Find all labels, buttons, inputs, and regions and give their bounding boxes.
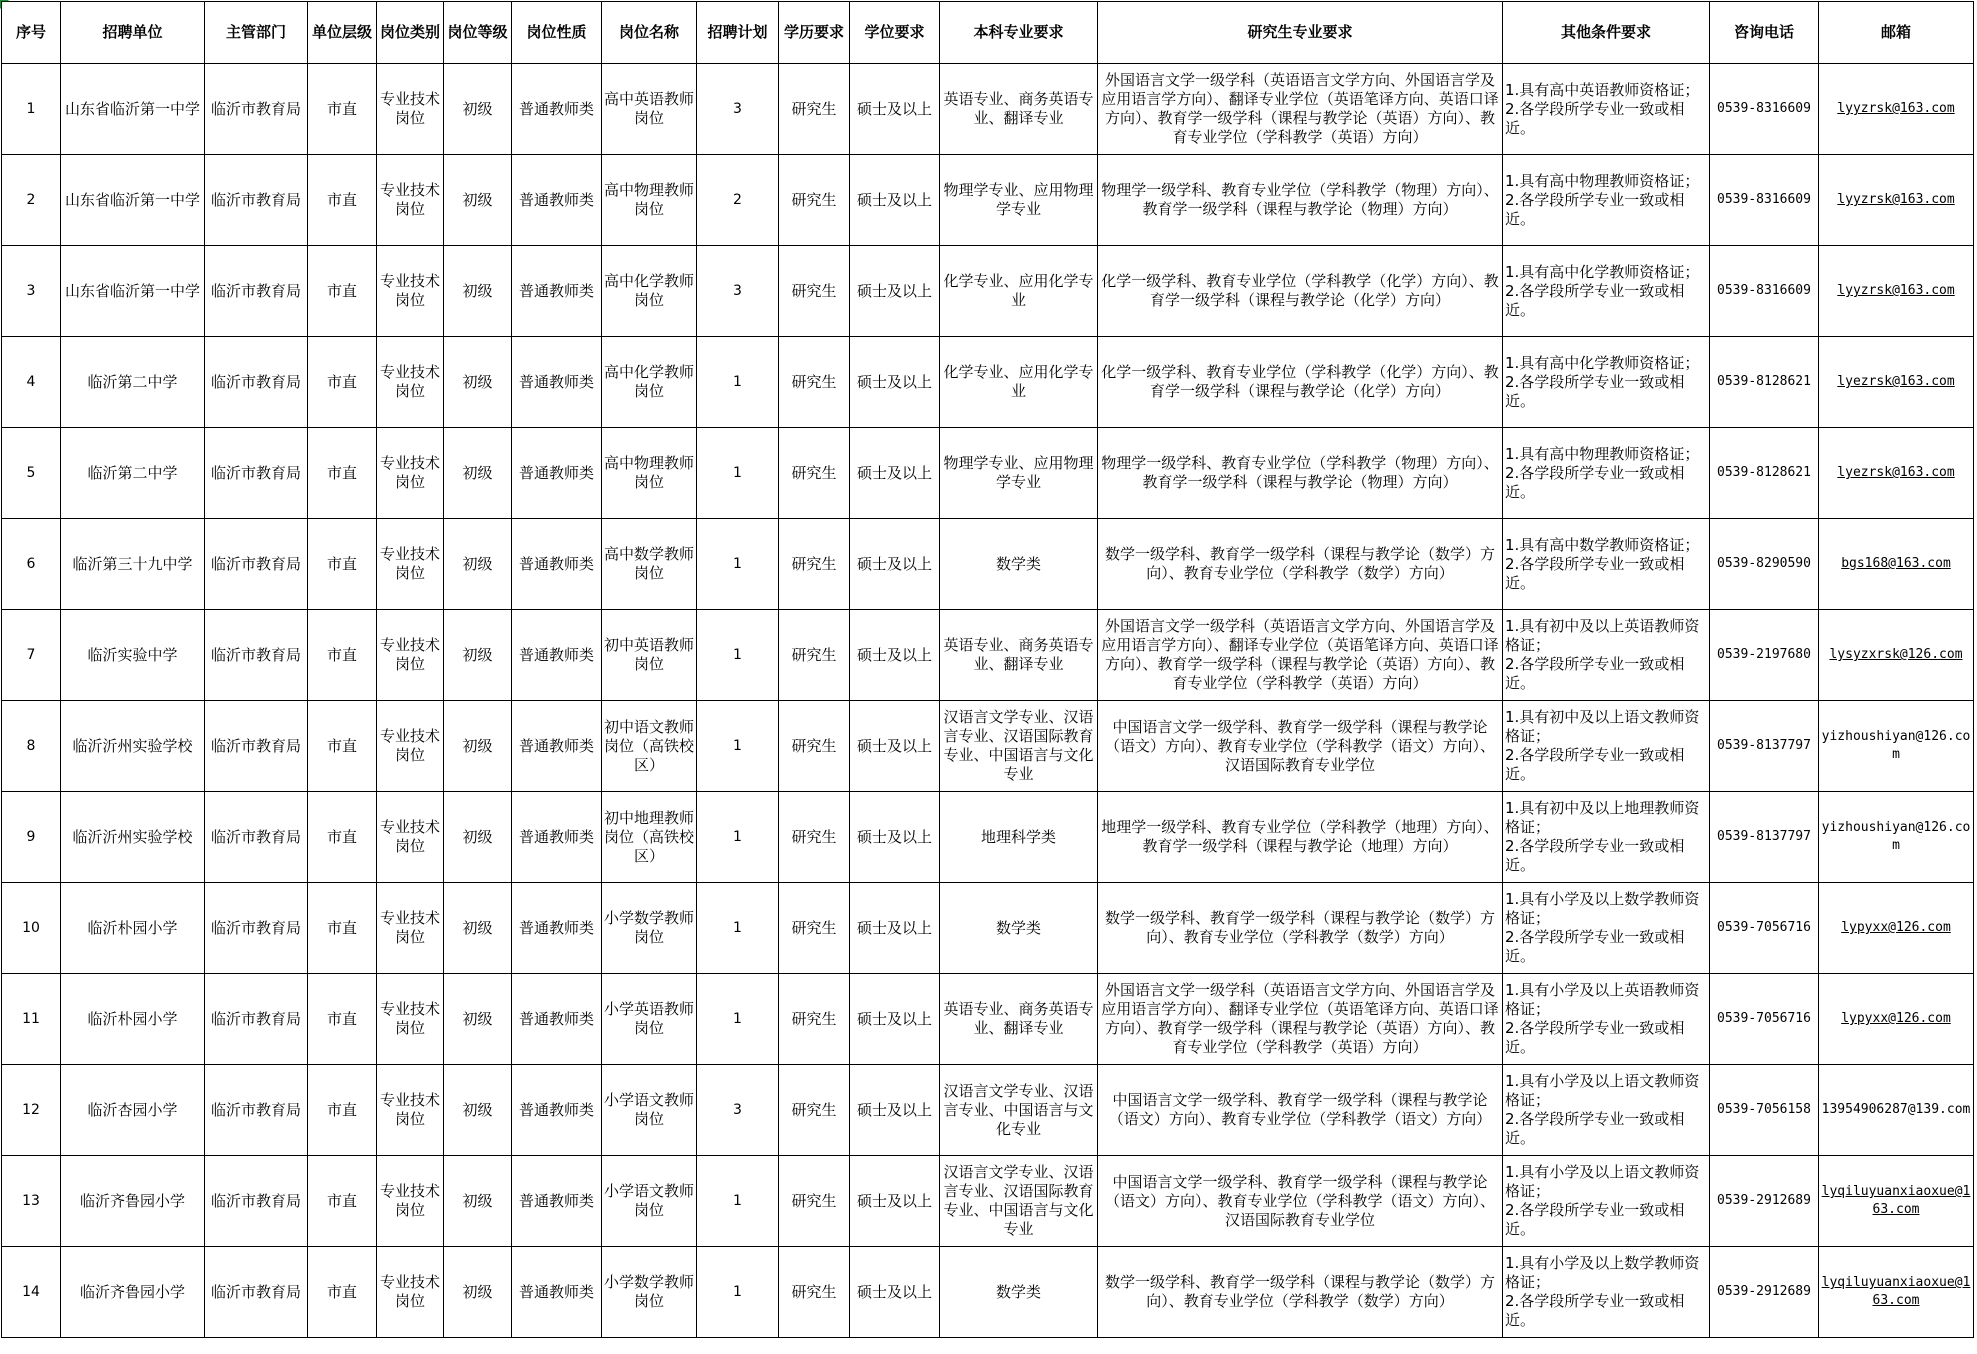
cell-plan: 1	[697, 974, 779, 1065]
cell-other-conditions: 1.具有小学及以上语文教师资格证； 2.各学段所学专业一致或相近。	[1503, 1156, 1710, 1247]
cell-employer: 临沂杏园小学	[61, 1065, 205, 1156]
cell-seq: 14	[2, 1247, 61, 1338]
cell-education: 研究生	[779, 701, 850, 792]
cell-post-name: 高中化学教师岗位	[602, 246, 697, 337]
header-seq: 序号	[2, 2, 61, 64]
table-row	[2, 428, 1974, 519]
cell-post-category: 专业技术岗位	[377, 337, 444, 428]
cell-grad-major: 中国语言文学一级学科、教育学一级学科（课程与教学论（语文）方向）、教育专业学位（学科教学（语文）方向）	[1098, 1065, 1503, 1156]
cell-plan: 1	[697, 883, 779, 974]
cell-post-name: 高中化学教师岗位	[602, 337, 697, 428]
table-row	[2, 1156, 1974, 1247]
cell-post-name: 小学数学教师岗位	[602, 883, 697, 974]
header-phone: 咨询电话	[1710, 2, 1819, 64]
cell-other-conditions: 1.具有高中化学教师资格证； 2.各学段所学专业一致或相近。	[1503, 246, 1710, 337]
cell-undergrad-major: 汉语言文学专业、汉语言专业、中国语言与文化专业	[940, 1065, 1098, 1156]
recruitment-table	[1, 1, 1974, 1338]
cell-post-grade: 初级	[444, 337, 512, 428]
cell-post-category: 专业技术岗位	[377, 792, 444, 883]
cell-level: 市直	[308, 155, 377, 246]
cell-level: 市直	[308, 883, 377, 974]
cell-other-conditions: 1.具有高中物理教师资格证； 2.各学段所学专业一致或相近。	[1503, 155, 1710, 246]
cell-department: 临沂市教育局	[205, 337, 308, 428]
cell-degree: 硕士及以上	[850, 337, 940, 428]
cell-degree: 硕士及以上	[850, 155, 940, 246]
header-row	[2, 2, 1974, 64]
cell-post-nature: 普通教师类	[512, 246, 602, 337]
cell-plan: 3	[697, 64, 779, 155]
cell-post-name: 初中英语教师岗位	[602, 610, 697, 701]
cell-email: lyyzrsk@163.com	[1819, 246, 1974, 337]
cell-other-conditions: 1.具有小学及以上数学教师资格证； 2.各学段所学专业一致或相近。	[1503, 883, 1710, 974]
cell-degree: 硕士及以上	[850, 701, 940, 792]
cell-email: lysyzxrsk@126.com	[1819, 610, 1974, 701]
cell-post-name: 小学语文教师岗位	[602, 1156, 697, 1247]
cell-education: 研究生	[779, 155, 850, 246]
cell-level: 市直	[308, 610, 377, 701]
header-undergrad-major: 本科专业要求	[940, 2, 1098, 64]
cell-post-name: 小学语文教师岗位	[602, 1065, 697, 1156]
cell-department: 临沂市教育局	[205, 519, 308, 610]
cell-post-category: 专业技术岗位	[377, 519, 444, 610]
cell-undergrad-major: 地理科学类	[940, 792, 1098, 883]
cell-degree: 硕士及以上	[850, 428, 940, 519]
cell-grad-major: 化学一级学科、教育专业学位（学科教学（化学）方向）、教育学一级学科（课程与教学论（化学）方向）	[1098, 246, 1503, 337]
cell-plan: 1	[697, 1156, 779, 1247]
cell-post-category: 专业技术岗位	[377, 883, 444, 974]
cell-email: 13954906287@139.com	[1819, 1065, 1974, 1156]
cell-post-nature: 普通教师类	[512, 1156, 602, 1247]
cell-email: yizhoushiyan@126.com	[1819, 792, 1974, 883]
cell-education: 研究生	[779, 337, 850, 428]
header-other-conditions: 其他条件要求	[1503, 2, 1710, 64]
cell-department: 临沂市教育局	[205, 1247, 308, 1338]
cell-seq: 10	[2, 883, 61, 974]
cell-plan: 1	[697, 519, 779, 610]
cell-employer: 临沂朴园小学	[61, 883, 205, 974]
cell-other-conditions: 1.具有小学及以上语文教师资格证； 2.各学段所学专业一致或相近。	[1503, 1065, 1710, 1156]
cell-email: lyqiluyuanxiaoxue@163.com	[1819, 1156, 1974, 1247]
cell-employer: 山东省临沂第一中学	[61, 155, 205, 246]
cell-level: 市直	[308, 1156, 377, 1247]
cell-education: 研究生	[779, 792, 850, 883]
cell-phone: 0539-8316609	[1710, 64, 1819, 155]
cell-post-nature: 普通教师类	[512, 428, 602, 519]
table-row	[2, 1065, 1974, 1156]
cell-phone: 0539-2912689	[1710, 1156, 1819, 1247]
cell-employer: 临沂第二中学	[61, 428, 205, 519]
cell-undergrad-major: 数学类	[940, 519, 1098, 610]
cell-post-name: 初中地理教师岗位（高铁校区）	[602, 792, 697, 883]
cell-post-category: 专业技术岗位	[377, 974, 444, 1065]
table-row	[2, 155, 1974, 246]
cell-education: 研究生	[779, 1247, 850, 1338]
cell-email: lypyxx@126.com	[1819, 974, 1974, 1065]
cell-degree: 硕士及以上	[850, 610, 940, 701]
cell-post-nature: 普通教师类	[512, 1247, 602, 1338]
cell-department: 临沂市教育局	[205, 974, 308, 1065]
cell-post-name: 高中物理教师岗位	[602, 428, 697, 519]
cell-degree: 硕士及以上	[850, 883, 940, 974]
cell-post-grade: 初级	[444, 64, 512, 155]
cell-post-grade: 初级	[444, 974, 512, 1065]
cell-email: yizhoushiyan@126.com	[1819, 701, 1974, 792]
cell-department: 临沂市教育局	[205, 246, 308, 337]
cell-post-name: 高中数学教师岗位	[602, 519, 697, 610]
cell-grad-major: 化学一级学科、教育专业学位（学科教学（化学）方向）、教育学一级学科（课程与教学论（化学）方向）	[1098, 337, 1503, 428]
cell-post-category: 专业技术岗位	[377, 701, 444, 792]
cell-email: lypyxx@126.com	[1819, 883, 1974, 974]
cell-post-grade: 初级	[444, 792, 512, 883]
cell-post-grade: 初级	[444, 610, 512, 701]
cell-undergrad-major: 英语专业、商务英语专业、翻译专业	[940, 64, 1098, 155]
cell-post-category: 专业技术岗位	[377, 64, 444, 155]
cell-grad-major: 中国语言文学一级学科、教育学一级学科（课程与教学论（语文）方向）、教育专业学位（学科教学（语文）方向）、汉语国际教育专业学位	[1098, 1156, 1503, 1247]
cell-grad-major: 地理学一级学科、教育专业学位（学科教学（地理）方向）、教育学一级学科（课程与教学论（地理）方向）	[1098, 792, 1503, 883]
header-grad-major: 研究生专业要求	[1098, 2, 1503, 64]
cell-other-conditions: 1.具有初中及以上英语教师资格证； 2.各学段所学专业一致或相近。	[1503, 610, 1710, 701]
cell-employer: 临沂齐鲁园小学	[61, 1156, 205, 1247]
cell-email: lyqiluyuanxiaoxue@163.com	[1819, 1247, 1974, 1338]
cell-post-category: 专业技术岗位	[377, 1247, 444, 1338]
cell-level: 市直	[308, 246, 377, 337]
cell-post-category: 专业技术岗位	[377, 1156, 444, 1247]
cell-post-grade: 初级	[444, 246, 512, 337]
table-row	[2, 792, 1974, 883]
cell-post-nature: 普通教师类	[512, 64, 602, 155]
cell-seq: 9	[2, 792, 61, 883]
cell-grad-major: 数学一级学科、教育学一级学科（课程与教学论（数学）方向）、教育专业学位（学科教学（数学）方向）	[1098, 519, 1503, 610]
cell-level: 市直	[308, 519, 377, 610]
cell-phone: 0539-2197680	[1710, 610, 1819, 701]
cell-other-conditions: 1.具有高中英语教师资格证； 2.各学段所学专业一致或相近。	[1503, 64, 1710, 155]
cell-post-grade: 初级	[444, 155, 512, 246]
cell-other-conditions: 1.具有高中物理教师资格证； 2.各学段所学专业一致或相近。	[1503, 428, 1710, 519]
cell-post-category: 专业技术岗位	[377, 246, 444, 337]
cell-plan: 1	[697, 792, 779, 883]
cell-other-conditions: 1.具有初中及以上语文教师资格证； 2.各学段所学专业一致或相近。	[1503, 701, 1710, 792]
cell-education: 研究生	[779, 64, 850, 155]
cell-plan: 1	[697, 701, 779, 792]
cell-seq: 4	[2, 337, 61, 428]
cell-plan: 1	[697, 1247, 779, 1338]
cell-level: 市直	[308, 428, 377, 519]
cell-post-grade: 初级	[444, 1156, 512, 1247]
cell-post-grade: 初级	[444, 883, 512, 974]
header-email: 邮箱	[1819, 2, 1974, 64]
cell-education: 研究生	[779, 519, 850, 610]
cell-undergrad-major: 数学类	[940, 1247, 1098, 1338]
cell-level: 市直	[308, 337, 377, 428]
cell-post-name: 小学数学教师岗位	[602, 1247, 697, 1338]
cell-phone: 0539-8137797	[1710, 701, 1819, 792]
cell-grad-major: 外国语言文学一级学科（英语语言文学方向、外国语言学及应用语言学方向）、翻译专业学位（英语笔译方向、英语口译方向）、教育学一级学科（课程与教学论（英语）方向）、教育专业学位（学科教学（英语）方向）	[1098, 974, 1503, 1065]
cell-department: 临沂市教育局	[205, 701, 308, 792]
cell-level: 市直	[308, 64, 377, 155]
cell-department: 临沂市教育局	[205, 883, 308, 974]
cell-seq: 3	[2, 246, 61, 337]
cell-seq: 8	[2, 701, 61, 792]
cell-post-name: 高中英语教师岗位	[602, 64, 697, 155]
cell-grad-major: 物理学一级学科、教育专业学位（学科教学（物理）方向）、教育学一级学科（课程与教学论（物理）方向）	[1098, 155, 1503, 246]
cell-degree: 硕士及以上	[850, 1065, 940, 1156]
cell-phone: 0539-8128621	[1710, 428, 1819, 519]
cell-post-nature: 普通教师类	[512, 519, 602, 610]
cell-plan: 2	[697, 155, 779, 246]
cell-level: 市直	[308, 974, 377, 1065]
cell-other-conditions: 1.具有高中数学教师资格证； 2.各学段所学专业一致或相近。	[1503, 519, 1710, 610]
cell-education: 研究生	[779, 1156, 850, 1247]
header-post-category: 岗位类别	[377, 2, 444, 64]
cell-education: 研究生	[779, 974, 850, 1065]
cell-post-nature: 普通教师类	[512, 792, 602, 883]
cell-degree: 硕士及以上	[850, 1156, 940, 1247]
cell-post-name: 初中语文教师岗位（高铁校区）	[602, 701, 697, 792]
cell-other-conditions: 1.具有初中及以上地理教师资格证； 2.各学段所学专业一致或相近。	[1503, 792, 1710, 883]
cell-grad-major: 数学一级学科、教育学一级学科（课程与教学论（数学）方向）、教育专业学位（学科教学（数学）方向）	[1098, 883, 1503, 974]
cell-seq: 6	[2, 519, 61, 610]
cell-employer: 临沂第二中学	[61, 337, 205, 428]
cell-grad-major: 数学一级学科、教育学一级学科（课程与教学论（数学）方向）、教育专业学位（学科教学（数学）方向）	[1098, 1247, 1503, 1338]
cell-undergrad-major: 英语专业、商务英语专业、翻译专业	[940, 974, 1098, 1065]
cell-degree: 硕士及以上	[850, 1247, 940, 1338]
cell-employer: 临沂朴园小学	[61, 974, 205, 1065]
cell-employer: 山东省临沂第一中学	[61, 246, 205, 337]
cell-phone: 0539-8316609	[1710, 155, 1819, 246]
cell-degree: 硕士及以上	[850, 64, 940, 155]
table-row	[2, 337, 1974, 428]
cell-other-conditions: 1.具有高中化学教师资格证； 2.各学段所学专业一致或相近。	[1503, 337, 1710, 428]
cell-undergrad-major: 数学类	[940, 883, 1098, 974]
cell-seq: 7	[2, 610, 61, 701]
cell-post-nature: 普通教师类	[512, 974, 602, 1065]
cell-department: 临沂市教育局	[205, 1156, 308, 1247]
cell-undergrad-major: 化学专业、应用化学专业	[940, 337, 1098, 428]
header-post-nature: 岗位性质	[512, 2, 602, 64]
cell-undergrad-major: 物理学专业、应用物理学专业	[940, 428, 1098, 519]
table-row	[2, 64, 1974, 155]
cell-post-nature: 普通教师类	[512, 701, 602, 792]
cell-degree: 硕士及以上	[850, 792, 940, 883]
cell-post-grade: 初级	[444, 519, 512, 610]
cell-undergrad-major: 英语专业、商务英语专业、翻译专业	[940, 610, 1098, 701]
cell-education: 研究生	[779, 883, 850, 974]
header-department: 主管部门	[205, 2, 308, 64]
cell-level: 市直	[308, 1065, 377, 1156]
cell-employer: 临沂齐鲁园小学	[61, 1247, 205, 1338]
cell-phone: 0539-8290590	[1710, 519, 1819, 610]
table-row	[2, 701, 1974, 792]
table-row	[2, 246, 1974, 337]
cell-email: lyyzrsk@163.com	[1819, 64, 1974, 155]
cell-plan: 1	[697, 428, 779, 519]
cell-phone: 0539-8316609	[1710, 246, 1819, 337]
cell-phone: 0539-8128621	[1710, 337, 1819, 428]
cell-employer: 临沂第三十九中学	[61, 519, 205, 610]
cell-email: lyezrsk@163.com	[1819, 337, 1974, 428]
cell-post-nature: 普通教师类	[512, 610, 602, 701]
cell-department: 临沂市教育局	[205, 64, 308, 155]
cell-level: 市直	[308, 792, 377, 883]
header-degree: 学位要求	[850, 2, 940, 64]
cell-post-nature: 普通教师类	[512, 337, 602, 428]
cell-department: 临沂市教育局	[205, 1065, 308, 1156]
header-education: 学历要求	[779, 2, 850, 64]
header-employer: 招聘单位	[61, 2, 205, 64]
cell-post-nature: 普通教师类	[512, 155, 602, 246]
cell-seq: 13	[2, 1156, 61, 1247]
cell-seq: 2	[2, 155, 61, 246]
cell-post-nature: 普通教师类	[512, 1065, 602, 1156]
cell-post-grade: 初级	[444, 701, 512, 792]
cell-phone: 0539-8137797	[1710, 792, 1819, 883]
cell-other-conditions: 1.具有小学及以上数学教师资格证； 2.各学段所学专业一致或相近。	[1503, 1247, 1710, 1338]
cell-department: 临沂市教育局	[205, 610, 308, 701]
cell-employer: 临沂沂州实验学校	[61, 792, 205, 883]
cell-plan: 3	[697, 1065, 779, 1156]
cell-level: 市直	[308, 701, 377, 792]
cell-post-category: 专业技术岗位	[377, 1065, 444, 1156]
cell-plan: 1	[697, 337, 779, 428]
cell-degree: 硕士及以上	[850, 974, 940, 1065]
cell-post-name: 小学英语教师岗位	[602, 974, 697, 1065]
cell-post-category: 专业技术岗位	[377, 428, 444, 519]
cell-seq: 1	[2, 64, 61, 155]
cell-grad-major: 外国语言文学一级学科（英语语言文学方向、外国语言学及应用语言学方向）、翻译专业学位（英语笔译方向、英语口译方向）、教育学一级学科（课程与教学论（英语）方向）、教育专业学位（学科教学（英语）方向）	[1098, 610, 1503, 701]
cell-grad-major: 外国语言文学一级学科（英语语言文学方向、外国语言学及应用语言学方向）、翻译专业学位（英语笔译方向、英语口译方向）、教育学一级学科（课程与教学论（英语）方向）、教育专业学位（学科教学（英语）方向）	[1098, 64, 1503, 155]
cell-post-grade: 初级	[444, 428, 512, 519]
table-row	[2, 883, 1974, 974]
cell-grad-major: 物理学一级学科、教育专业学位（学科教学（物理）方向）、教育学一级学科（课程与教学论（物理）方向）	[1098, 428, 1503, 519]
header-post-name: 岗位名称	[602, 2, 697, 64]
cell-phone: 0539-7056158	[1710, 1065, 1819, 1156]
cell-undergrad-major: 物理学专业、应用物理学专业	[940, 155, 1098, 246]
cell-department: 临沂市教育局	[205, 792, 308, 883]
cell-degree: 硕士及以上	[850, 246, 940, 337]
cell-department: 临沂市教育局	[205, 155, 308, 246]
cell-other-conditions: 1.具有小学及以上英语教师资格证； 2.各学段所学专业一致或相近。	[1503, 974, 1710, 1065]
header-plan: 招聘计划	[697, 2, 779, 64]
cell-degree: 硕士及以上	[850, 519, 940, 610]
table-row	[2, 519, 1974, 610]
cell-phone: 0539-7056716	[1710, 883, 1819, 974]
table-row	[2, 974, 1974, 1065]
cell-seq: 12	[2, 1065, 61, 1156]
cell-education: 研究生	[779, 246, 850, 337]
table-row	[2, 610, 1974, 701]
table-row	[2, 1247, 1974, 1338]
header-post-grade: 岗位等级	[444, 2, 512, 64]
cell-education: 研究生	[779, 1065, 850, 1156]
header-level: 单位层级	[308, 2, 377, 64]
cell-email: lyyzrsk@163.com	[1819, 155, 1974, 246]
cell-plan: 3	[697, 246, 779, 337]
cell-employer: 临沂沂州实验学校	[61, 701, 205, 792]
cell-post-nature: 普通教师类	[512, 883, 602, 974]
cell-level: 市直	[308, 1247, 377, 1338]
cell-employer: 山东省临沂第一中学	[61, 64, 205, 155]
cell-post-category: 专业技术岗位	[377, 155, 444, 246]
cell-phone: 0539-2912689	[1710, 1247, 1819, 1338]
cell-undergrad-major: 汉语言文学专业、汉语言专业、汉语国际教育专业、中国语言与文化专业	[940, 1156, 1098, 1247]
cell-seq: 5	[2, 428, 61, 519]
cell-seq: 11	[2, 974, 61, 1065]
cell-undergrad-major: 汉语言文学专业、汉语言专业、汉语国际教育专业、中国语言与文化专业	[940, 701, 1098, 792]
cell-email: bgs168@163.com	[1819, 519, 1974, 610]
cell-undergrad-major: 化学专业、应用化学专业	[940, 246, 1098, 337]
cell-education: 研究生	[779, 428, 850, 519]
cell-phone: 0539-7056716	[1710, 974, 1819, 1065]
cell-department: 临沂市教育局	[205, 428, 308, 519]
cell-employer: 临沂实验中学	[61, 610, 205, 701]
cell-grad-major: 中国语言文学一级学科、教育学一级学科（课程与教学论（语文）方向）、教育专业学位（学科教学（语文）方向）、汉语国际教育专业学位	[1098, 701, 1503, 792]
cell-education: 研究生	[779, 610, 850, 701]
cell-post-grade: 初级	[444, 1247, 512, 1338]
cell-post-grade: 初级	[444, 1065, 512, 1156]
cell-post-category: 专业技术岗位	[377, 610, 444, 701]
cell-email: lyezrsk@163.com	[1819, 428, 1974, 519]
cell-post-name: 高中物理教师岗位	[602, 155, 697, 246]
cell-plan: 1	[697, 610, 779, 701]
